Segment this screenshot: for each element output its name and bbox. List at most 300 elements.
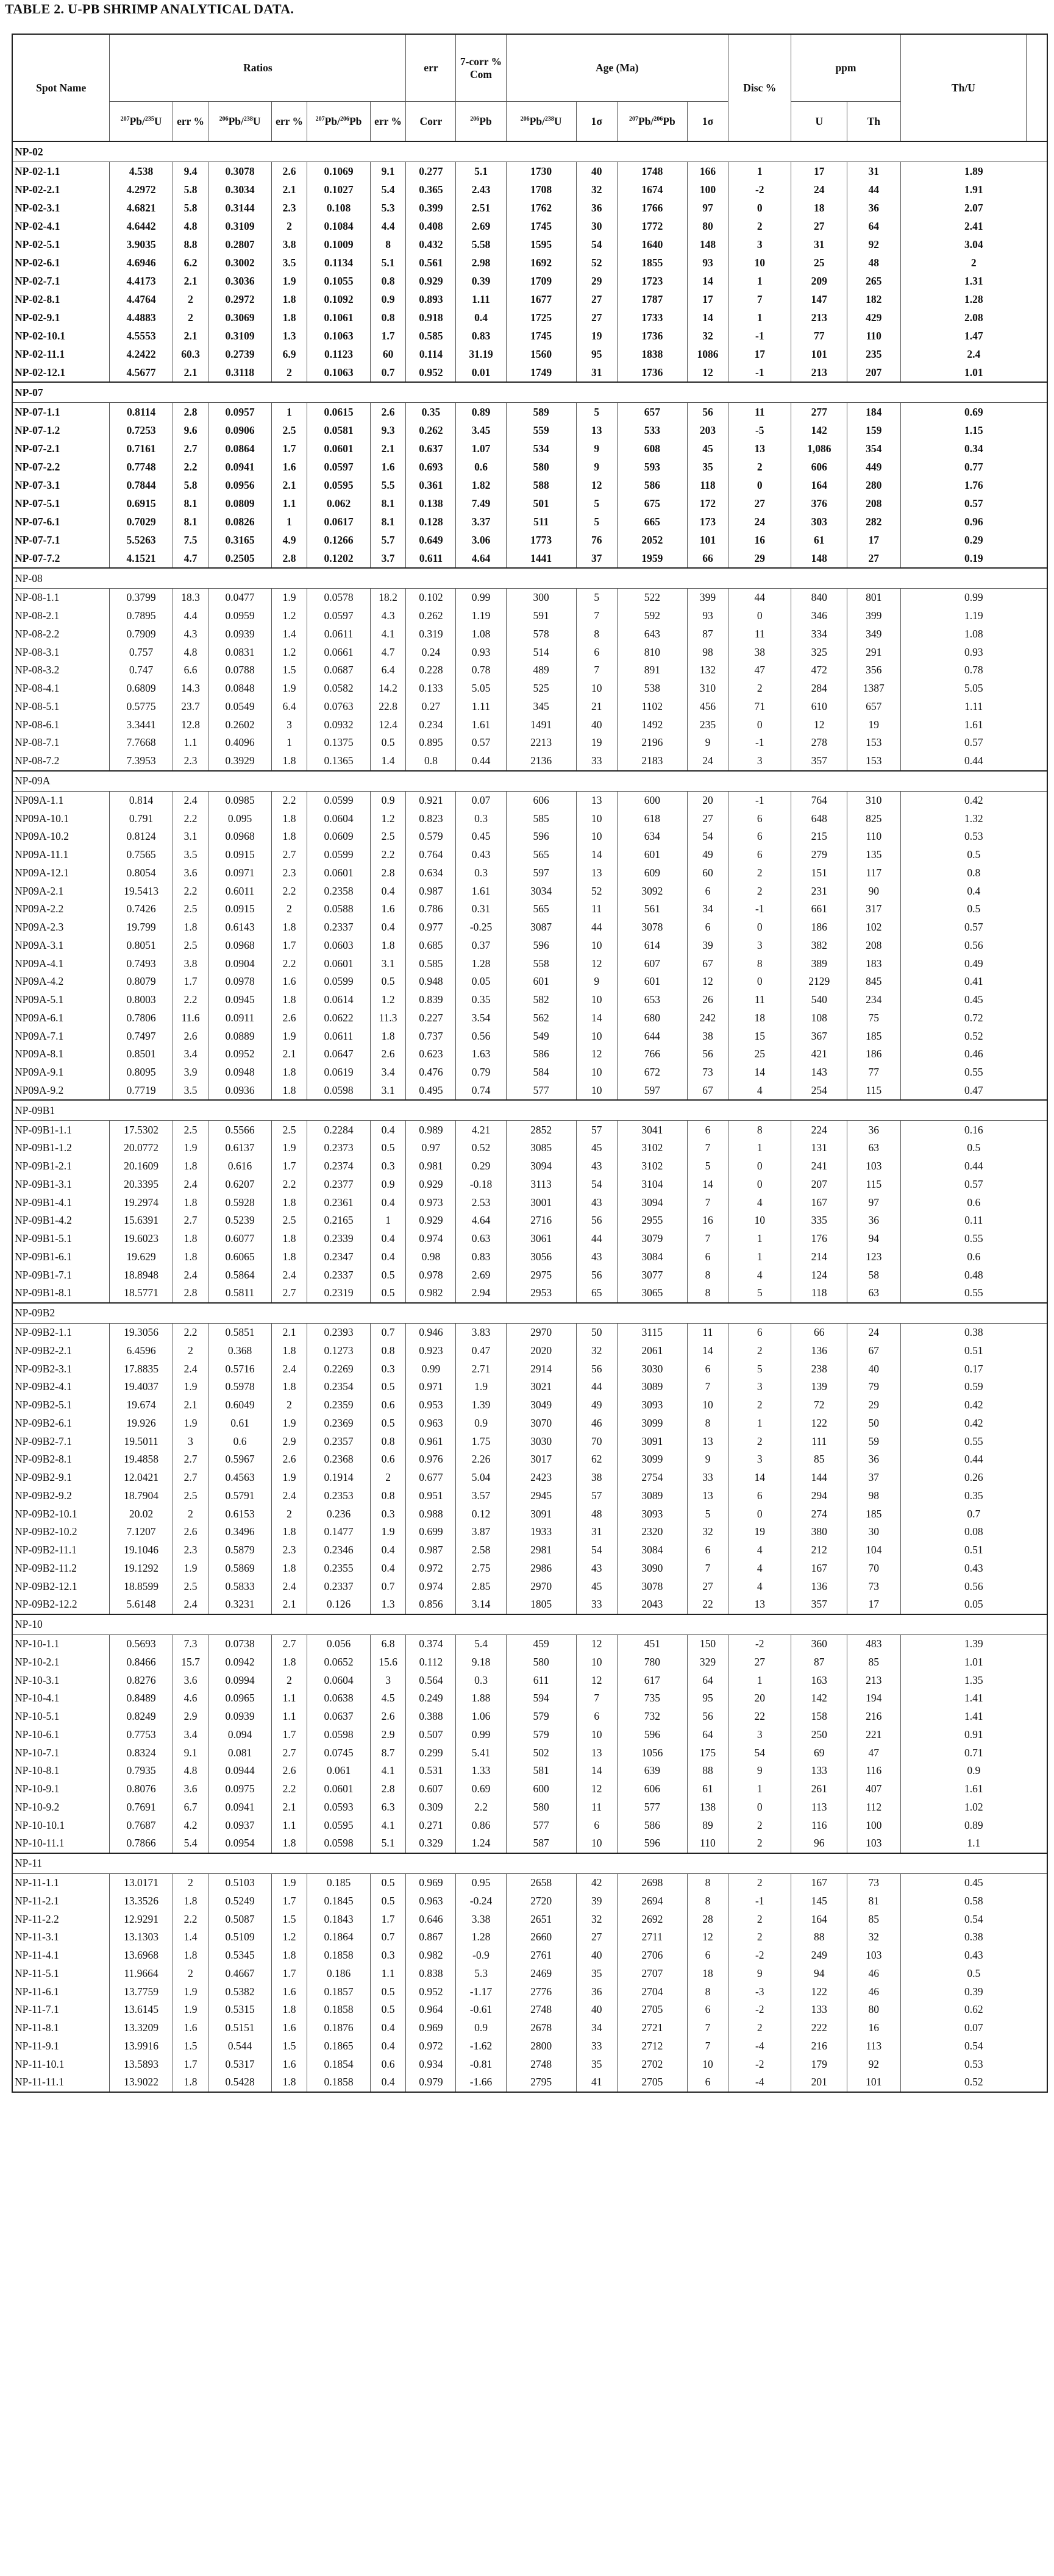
data-cell: 8: [687, 1892, 728, 1911]
data-cell: 207: [791, 1176, 847, 1194]
data-cell: 346: [791, 607, 847, 625]
data-cell: 0.24: [406, 643, 456, 661]
table-row: [12, 1176, 1047, 1194]
data-cell: 7: [687, 1193, 728, 1212]
data-cell: 0.8: [370, 308, 406, 327]
spot-name-cell: NP-07-2.1: [12, 439, 110, 458]
data-cell: 0.976: [406, 1450, 456, 1469]
data-cell: 1748: [617, 162, 687, 181]
data-cell: 4: [728, 1082, 791, 1101]
data-cell: 0.39: [900, 1982, 1047, 2001]
data-cell: 5.1: [370, 254, 406, 272]
data-cell: 18: [791, 199, 847, 217]
data-cell: 0.365: [406, 180, 456, 199]
data-cell: 0.978: [406, 1266, 456, 1284]
data-cell: -1: [728, 791, 791, 809]
data-cell: 0.961: [406, 1432, 456, 1450]
data-cell: 1.5: [173, 2037, 208, 2056]
data-cell: 279: [791, 846, 847, 864]
data-cell: 639: [617, 1762, 687, 1780]
data-cell: 0.685: [406, 937, 456, 955]
data-cell: 0.7691: [110, 1798, 173, 1817]
data-cell: 159: [847, 421, 900, 439]
data-cell: 2.1: [271, 1045, 307, 1063]
data-cell: 2.85: [456, 1577, 506, 1595]
data-cell: 103: [847, 1834, 900, 1853]
data-cell: 1056: [617, 1744, 687, 1762]
data-cell: 36: [847, 1450, 900, 1469]
data-cell: 601: [617, 846, 687, 864]
data-cell: 1.6: [271, 2055, 307, 2073]
data-cell: 17: [791, 162, 847, 181]
data-cell: 203: [687, 421, 728, 439]
data-cell: 24: [847, 1323, 900, 1341]
data-cell: -1.66: [456, 2073, 506, 2092]
data-cell: 0.6143: [208, 918, 271, 937]
data-cell: 0.969: [406, 1873, 456, 1892]
data-cell: 2: [173, 1342, 208, 1360]
data-cell: 3.87: [456, 1523, 506, 1541]
data-cell: 1.9: [271, 1873, 307, 1892]
data-cell: 73: [847, 1873, 900, 1892]
data-cell: 122: [791, 1414, 847, 1433]
data-cell: 13.0171: [110, 1873, 173, 1892]
spot-name-cell: NP09A-9.1: [12, 1063, 110, 1082]
table-row: [12, 494, 1047, 513]
data-cell: 0.1864: [307, 1928, 370, 1946]
data-cell: 0.786: [406, 900, 456, 918]
data-cell: 2.2: [456, 1798, 506, 1817]
spot-name-cell: NP-11-11.1: [12, 2073, 110, 2092]
data-cell: 12: [576, 476, 617, 494]
data-cell: 12: [791, 715, 847, 734]
data-cell: 0.5791: [208, 1487, 271, 1505]
data-cell: 1.2: [271, 607, 307, 625]
data-cell: 4.4764: [110, 290, 173, 308]
data-cell: 8.1: [173, 513, 208, 531]
data-cell: 64: [847, 217, 900, 235]
data-cell: 3.06: [456, 531, 506, 549]
data-cell: 2.51: [456, 199, 506, 217]
data-cell: 0.0911: [208, 1009, 271, 1027]
data-cell: 0.2359: [307, 1396, 370, 1414]
data-cell: 13.1303: [110, 1928, 173, 1946]
data-cell: 0.971: [406, 1378, 456, 1396]
data-cell: 1.8: [271, 1082, 307, 1101]
data-cell: 0.9: [900, 1762, 1047, 1780]
data-cell: 0.0581: [307, 421, 370, 439]
data-cell: 3061: [506, 1230, 576, 1248]
spot-name-cell: NP-02-10.1: [12, 327, 110, 345]
data-cell: 1.08: [456, 625, 506, 644]
data-cell: 10: [576, 679, 617, 698]
data-cell: 0.78: [456, 661, 506, 679]
data-cell: 0.262: [406, 607, 456, 625]
data-cell: 41: [576, 2073, 617, 2092]
data-cell: 250: [791, 1726, 847, 1744]
data-cell: 19.5011: [110, 1432, 173, 1450]
data-cell: 7: [687, 1139, 728, 1157]
data-cell: 1.8: [271, 1230, 307, 1248]
data-cell: 18.8948: [110, 1266, 173, 1284]
table-row: [12, 2055, 1047, 2073]
data-cell: 19: [728, 1523, 791, 1541]
data-cell: 0.974: [406, 1577, 456, 1595]
data-cell: 644: [617, 1027, 687, 1045]
data-cell: 57: [576, 1121, 617, 1139]
data-cell: 0.737: [406, 1027, 456, 1045]
data-cell: 0.8079: [110, 973, 173, 991]
data-cell: 449: [847, 458, 900, 476]
data-cell: 0.929: [406, 1176, 456, 1194]
data-cell: 0.186: [307, 1965, 370, 1983]
data-cell: 44: [847, 180, 900, 199]
data-cell: 0.1063: [307, 327, 370, 345]
spot-name-cell: NP-07-2.2: [12, 458, 110, 476]
data-cell: 0.0941: [208, 1798, 271, 1817]
data-cell: 94: [791, 1965, 847, 1983]
data-cell: 0.5315: [208, 2001, 271, 2019]
data-cell: 10: [576, 1653, 617, 1672]
data-cell: 1.41: [900, 1689, 1047, 1708]
data-cell: 2.2: [370, 846, 406, 864]
subheader-corr: Corr: [406, 102, 456, 142]
data-cell: 2: [728, 1910, 791, 1928]
data-cell: 0.4667: [208, 1965, 271, 1983]
data-cell: 3092: [617, 882, 687, 900]
data-cell: 274: [791, 1505, 847, 1523]
data-cell: 0.93: [456, 643, 506, 661]
data-cell: 1.8: [271, 828, 307, 846]
data-cell: 577: [617, 1798, 687, 1817]
spot-name-cell: NP-09B2-12.1: [12, 1577, 110, 1595]
table-row: [12, 1432, 1047, 1450]
subheader-pb206-u238: $^{206}$Pb/$^{238}$U: [208, 102, 271, 142]
data-cell: 1.2: [271, 643, 307, 661]
data-cell: 0.0601: [307, 954, 370, 973]
data-cell: 456: [687, 698, 728, 716]
table-row: [12, 864, 1047, 882]
table-row: [12, 1595, 1047, 1614]
data-cell: 1725: [506, 308, 576, 327]
data-cell: 0.2346: [307, 1541, 370, 1559]
data-cell: 14: [576, 1762, 617, 1780]
data-cell: 0.8054: [110, 864, 173, 882]
data-cell: 354: [847, 439, 900, 458]
table-row: [12, 1082, 1047, 1101]
spot-name-cell: NP-08-5.1: [12, 698, 110, 716]
table-row: [12, 1505, 1047, 1523]
data-cell: 329: [687, 1653, 728, 1672]
data-cell: 1,086: [791, 439, 847, 458]
data-cell: 596: [506, 828, 576, 846]
data-cell: 1.1: [271, 1689, 307, 1708]
data-cell: 0.8124: [110, 828, 173, 846]
data-cell: 0.35: [900, 1487, 1047, 1505]
data-cell: 0.3: [370, 1157, 406, 1176]
data-cell: 2748: [506, 2001, 576, 2019]
data-cell: 0: [728, 973, 791, 991]
data-cell: 3.4: [173, 1045, 208, 1063]
data-cell: 2.6: [271, 1762, 307, 1780]
data-cell: 2: [728, 2019, 791, 2037]
data-cell: 1: [271, 513, 307, 531]
data-cell: 0.361: [406, 476, 456, 494]
data-cell: 310: [847, 791, 900, 809]
data-cell: 2.6: [271, 162, 307, 181]
data-cell: 13: [576, 421, 617, 439]
data-cell: 32: [687, 1523, 728, 1541]
data-cell: 10: [576, 1082, 617, 1101]
data-cell: 9.3: [370, 421, 406, 439]
data-cell: 0.1857: [307, 1982, 370, 2001]
data-cell: 73: [847, 1577, 900, 1595]
data-cell: 108: [791, 1009, 847, 1027]
data-cell: 0.823: [406, 809, 456, 828]
data-cell: 34: [687, 900, 728, 918]
data-cell: 56: [576, 1266, 617, 1284]
data-cell: 3094: [506, 1157, 576, 1176]
data-cell: 1.24: [456, 1834, 506, 1853]
data-cell: 1.8: [271, 1523, 307, 1541]
data-cell: 24: [791, 180, 847, 199]
data-cell: 11.3: [370, 1009, 406, 1027]
data-cell: 12.9291: [110, 1910, 173, 1928]
data-cell: 0.0956: [208, 476, 271, 494]
data-cell: 0.53: [900, 828, 1047, 846]
data-cell: 1.4: [173, 1928, 208, 1946]
spot-name-cell: NP-02-3.1: [12, 199, 110, 217]
data-cell: 0.963: [406, 1414, 456, 1433]
data-cell: 0.0864: [208, 439, 271, 458]
data-cell: 4: [728, 1193, 791, 1212]
data-cell: 3.1: [173, 828, 208, 846]
data-cell: 35: [576, 1965, 617, 1983]
data-cell: 13.9022: [110, 2073, 173, 2092]
data-cell: 0.95: [456, 1873, 506, 1892]
data-cell: 591: [506, 607, 576, 625]
data-cell: 1.8: [173, 1946, 208, 1965]
data-cell: 0.1123: [307, 345, 370, 363]
data-cell: 303: [791, 513, 847, 531]
data-cell: 2.7: [271, 1634, 307, 1653]
data-cell: 300: [506, 589, 576, 607]
data-cell: 0.0826: [208, 513, 271, 531]
data-cell: -0.81: [456, 2055, 506, 2073]
spot-name-cell: NP-08-2.1: [12, 607, 110, 625]
data-cell: 317: [847, 900, 900, 918]
data-cell: 167: [791, 1559, 847, 1578]
data-cell: 0.05: [456, 973, 506, 991]
spot-name-cell: NP-09B1-2.1: [12, 1157, 110, 1176]
data-cell: 282: [847, 513, 900, 531]
data-cell: 0.55: [900, 1432, 1047, 1450]
data-cell: 241: [791, 1157, 847, 1176]
data-cell: 2.98: [456, 254, 506, 272]
data-cell: 60: [370, 345, 406, 363]
data-cell: 1.11: [900, 698, 1047, 716]
data-cell: 2.7: [173, 439, 208, 458]
data-cell: 0.0745: [307, 1744, 370, 1762]
table-row: [12, 661, 1047, 679]
data-cell: 0.1365: [307, 752, 370, 771]
data-cell: 1787: [617, 290, 687, 308]
data-cell: 0.3109: [208, 327, 271, 345]
data-cell: 0.964: [406, 2001, 456, 2019]
data-cell: 80: [687, 217, 728, 235]
spot-name-cell: NP09A-11.1: [12, 846, 110, 864]
data-cell: 597: [506, 864, 576, 882]
data-cell: 67: [687, 1082, 728, 1101]
data-cell: 64: [687, 1726, 728, 1744]
data-cell: 0.5716: [208, 1360, 271, 1378]
data-cell: 1.7: [271, 1157, 307, 1176]
data-cell: 4.4: [370, 217, 406, 235]
table-row: [12, 439, 1047, 458]
data-cell: 1: [728, 272, 791, 290]
data-cell: 1: [370, 1212, 406, 1230]
data-cell: 0.0593: [307, 1798, 370, 1817]
data-cell: 0.989: [406, 1121, 456, 1139]
data-cell: 4: [728, 1559, 791, 1578]
data-cell: 50: [847, 1414, 900, 1433]
data-cell: 0.3: [456, 864, 506, 882]
data-cell: 5.8: [173, 199, 208, 217]
data-cell: 3087: [506, 918, 576, 937]
data-cell: 0.0599: [307, 973, 370, 991]
data-cell: 601: [617, 973, 687, 991]
table-row: [12, 363, 1047, 382]
data-cell: 0.1375: [307, 734, 370, 752]
data-cell: 97: [687, 199, 728, 217]
data-cell: 0.102: [406, 589, 456, 607]
group-row: [12, 1853, 1047, 1874]
data-cell: 95: [576, 345, 617, 363]
data-cell: 0.63: [456, 1230, 506, 1248]
data-cell: 2.07: [900, 199, 1047, 217]
data-cell: 6: [687, 1541, 728, 1559]
data-cell: 4.4883: [110, 308, 173, 327]
data-cell: 52: [576, 254, 617, 272]
data-cell: 10: [576, 1027, 617, 1045]
subheader-err-pct-3: err %: [370, 102, 406, 142]
data-cell: 1.28: [456, 1928, 506, 1946]
data-cell: 380: [791, 1523, 847, 1541]
data-cell: 1.8: [271, 1653, 307, 1672]
subheader-th: Th: [847, 102, 900, 142]
data-cell: 113: [847, 2037, 900, 2056]
data-cell: 0.3929: [208, 752, 271, 771]
data-cell: 224: [791, 1121, 847, 1139]
table-row: [12, 918, 1047, 937]
data-cell: 5: [728, 1284, 791, 1303]
data-cell: 334: [791, 625, 847, 644]
data-cell: 45: [576, 1139, 617, 1157]
data-cell: 0.7029: [110, 513, 173, 531]
data-cell: 3.38: [456, 1910, 506, 1928]
group-label: NP-08: [12, 568, 1047, 589]
data-cell: 40: [576, 162, 617, 181]
data-cell: 3094: [617, 1193, 687, 1212]
spot-name-cell: NP-09B1-1.1: [12, 1121, 110, 1139]
data-cell: 0.3069: [208, 308, 271, 327]
data-cell: 0.838: [406, 1965, 456, 1983]
data-cell: 17: [847, 531, 900, 549]
table-row: [12, 1063, 1047, 1082]
spot-name-cell: NP-10-7.1: [12, 1744, 110, 1762]
table-body: [12, 141, 1047, 2092]
data-cell: 0.19: [900, 549, 1047, 568]
data-cell: 4.64: [456, 1212, 506, 1230]
data-cell: 3: [728, 1378, 791, 1396]
spot-name-cell: NP-10-6.1: [12, 1726, 110, 1744]
data-cell: 5.5263: [110, 531, 173, 549]
data-cell: 580: [506, 1798, 576, 1817]
table-row: [12, 882, 1047, 900]
data-cell: 0.6: [370, 1396, 406, 1414]
data-cell: 75: [847, 1009, 900, 1027]
spot-name-cell: NP-02-9.1: [12, 308, 110, 327]
data-cell: 4.6442: [110, 217, 173, 235]
data-cell: 10: [576, 828, 617, 846]
data-cell: 1.11: [456, 290, 506, 308]
data-cell: 0.44: [900, 752, 1047, 771]
data-cell: 0.9: [370, 1176, 406, 1194]
data-cell: 277: [791, 403, 847, 422]
data-cell: 0.5: [370, 1982, 406, 2001]
data-cell: 1.7: [173, 2055, 208, 2073]
data-cell: 0.5087: [208, 1910, 271, 1928]
data-cell: 2.8: [173, 403, 208, 422]
table-row: [12, 1910, 1047, 1928]
data-cell: 2.71: [456, 1360, 506, 1378]
data-cell: 2.69: [456, 217, 506, 235]
data-cell: 1.8: [271, 809, 307, 828]
data-cell: 0.3: [370, 1360, 406, 1378]
data-cell: 1.06: [456, 1708, 506, 1726]
data-cell: 2.3: [271, 199, 307, 217]
data-cell: 3030: [617, 1360, 687, 1378]
data-cell: 2.6: [271, 1009, 307, 1027]
data-cell: 1.2: [370, 991, 406, 1009]
data-cell: 0.987: [406, 882, 456, 900]
data-cell: 2: [728, 1396, 791, 1414]
data-cell: 39: [576, 1892, 617, 1911]
data-cell: 208: [847, 937, 900, 955]
data-cell: -0.61: [456, 2001, 506, 2019]
data-cell: 1.7: [271, 1726, 307, 1744]
spot-name-cell: NP09A-8.1: [12, 1045, 110, 1063]
data-cell: 0.0939: [208, 625, 271, 644]
data-cell: 0.58: [900, 1892, 1047, 1911]
data-cell: 124: [791, 1266, 847, 1284]
data-cell: -1: [728, 900, 791, 918]
data-cell: 2.1: [370, 439, 406, 458]
table-row: [12, 2037, 1047, 2056]
data-cell: 0.7719: [110, 1082, 173, 1101]
data-cell: 132: [687, 661, 728, 679]
group-label: NP-07: [12, 382, 1047, 403]
data-cell: 88: [687, 1762, 728, 1780]
data-cell: 2970: [506, 1577, 576, 1595]
data-cell: 0.814: [110, 791, 173, 809]
data-cell: 66: [687, 549, 728, 568]
table-row: [12, 1248, 1047, 1266]
data-cell: 46: [576, 1414, 617, 1433]
data-cell: 2660: [506, 1928, 576, 1946]
data-cell: 67: [687, 954, 728, 973]
data-cell: 6.3: [370, 1798, 406, 1817]
